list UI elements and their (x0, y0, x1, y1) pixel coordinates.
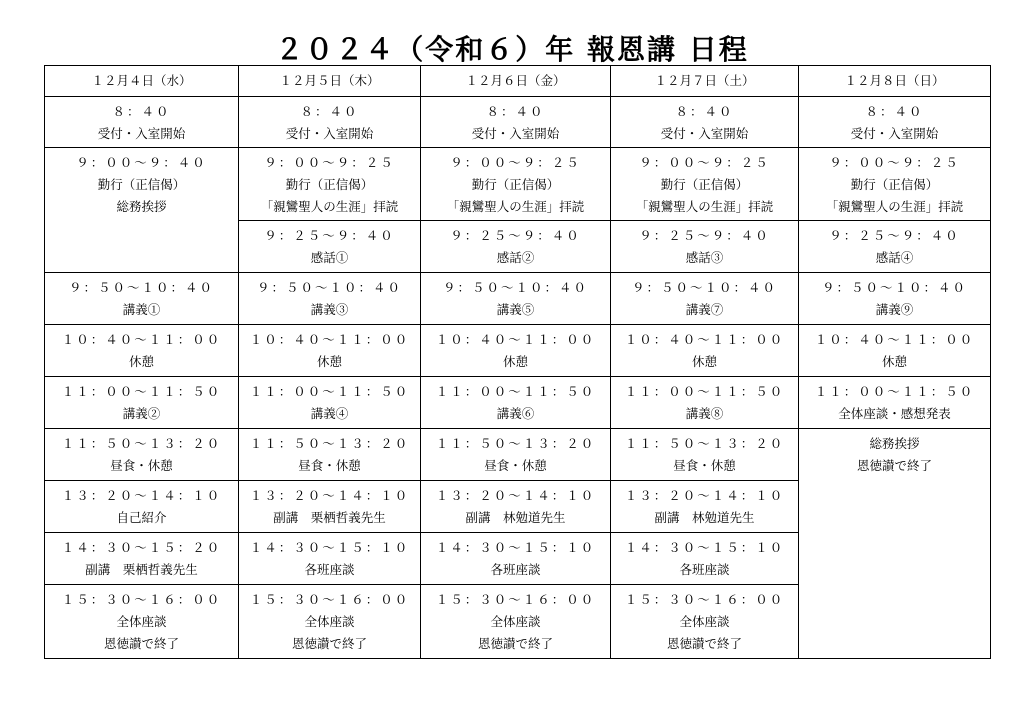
schedule-cell: １０：４０～１１：００ 休憩 (239, 325, 421, 377)
schedule-cell: ９：００～９：２５ 勤行（正信偈） 「親鸞聖人の生涯」拝読 (799, 148, 991, 221)
schedule-cell: １４：３０～１５：１０ 各班座談 (611, 533, 799, 585)
table-row (45, 377, 991, 429)
schedule-cell: ９：２５～９：４０ 感話③ (611, 221, 799, 273)
table-row (45, 429, 991, 481)
day-header: １２月４日（水） (45, 66, 239, 97)
schedule-cell: ９：２５～９：４０ 感話④ (799, 221, 991, 273)
schedule-cell: ８：４０ 受付・入室開始 (45, 97, 239, 148)
schedule-cell: １１：００～１１：５０ 講義④ (239, 377, 421, 429)
schedule-cell: ９：５０～１０：４０ 講義⑤ (421, 273, 611, 325)
schedule-cell: ９：００～９：２５ 勤行（正信偈） 「親鸞聖人の生涯」拝読 (421, 148, 611, 221)
table-row (45, 148, 991, 221)
schedule-cell: １４：３０～１５：１０ 各班座談 (421, 533, 611, 585)
schedule-cell: ９：５０～１０：４０ 講義⑨ (799, 273, 991, 325)
schedule-cell: １１：００～１１：５０ 講義② (45, 377, 239, 429)
schedule-cell: １４：３０～１５：２０ 副講 栗栖哲義先生 (45, 533, 239, 585)
schedule-cell: １０：４０～１１：００ 休憩 (421, 325, 611, 377)
schedule-cell: １１：５０～１３：２０ 昼食・休憩 (45, 429, 239, 481)
schedule-cell: １４：３０～１５：１０ 各班座談 (239, 533, 421, 585)
schedule-cell: ８：４０ 受付・入室開始 (239, 97, 421, 148)
schedule-cell: １５：３０～１６：００ 全体座談 恩徳讃で終了 (611, 585, 799, 659)
table-row (45, 325, 991, 377)
schedule-cell: ８：４０ 受付・入室開始 (611, 97, 799, 148)
day-header: １２月７日（土） (611, 66, 799, 97)
schedule-cell: ９：００～９：２５ 勤行（正信偈） 「親鸞聖人の生涯」拝読 (239, 148, 421, 221)
schedule-cell: １０：４０～１１：００ 休憩 (799, 325, 991, 377)
schedule-cell: １１：５０～１３：２０ 昼食・休憩 (239, 429, 421, 481)
schedule-cell: 総務挨拶 恩徳讃で終了 (799, 429, 991, 659)
schedule-cell: １１：００～１１：５０ 講義⑥ (421, 377, 611, 429)
schedule-cell: １５：３０～１６：００ 全体座談 恩徳讃で終了 (45, 585, 239, 659)
schedule-table (44, 65, 991, 659)
header-row (45, 66, 991, 97)
schedule-cell: ８：４０ 受付・入室開始 (799, 97, 991, 148)
day-header: １２月６日（金） (421, 66, 611, 97)
schedule-cell: １３：２０～１４：１０ 副講 林勉道先生 (611, 481, 799, 533)
schedule-cell: １５：３０～１６：００ 全体座談 恩徳讃で終了 (421, 585, 611, 659)
schedule-cell: １０：４０～１１：００ 休憩 (611, 325, 799, 377)
table-row (45, 273, 991, 325)
schedule-cell: ９：００～９：２５ 勤行（正信偈） 「親鸞聖人の生涯」拝読 (611, 148, 799, 221)
schedule-cell: ９：００～９：４０ 勤行（正信偈） 総務挨拶 (45, 148, 239, 273)
schedule-cell: ９：５０～１０：４０ 講義③ (239, 273, 421, 325)
schedule-cell: １３：２０～１４：１０ 副講 林勉道先生 (421, 481, 611, 533)
schedule-cell: １５：３０～１６：００ 全体座談 恩徳讃で終了 (239, 585, 421, 659)
schedule-cell: １１：００～１１：５０ 講義⑧ (611, 377, 799, 429)
schedule-cell: ９：５０～１０：４０ 講義⑦ (611, 273, 799, 325)
table-row (45, 97, 991, 148)
schedule-cell: ８：４０ 受付・入室開始 (421, 97, 611, 148)
schedule-cell: １３：２０～１４：１０ 副講 栗栖哲義先生 (239, 481, 421, 533)
day-header: １２月８日（日） (799, 66, 991, 97)
schedule-cell: ９：２５～９：４０ 感話② (421, 221, 611, 273)
schedule-cell: １１：５０～１３：２０ 昼食・休憩 (611, 429, 799, 481)
page-title: ２０２４（令和６）年 報恩講 日程 (275, 33, 749, 66)
schedule-cell: １１：００～１１：５０ 全体座談・感想発表 (799, 377, 991, 429)
schedule-cell: １３：２０～１４：１０ 自己紹介 (45, 481, 239, 533)
schedule-cell: ９：５０～１０：４０ 講義① (45, 273, 239, 325)
schedule-cell: １０：４０～１１：００ 休憩 (45, 325, 239, 377)
schedule-cell: ９：２５～９：４０ 感話① (239, 221, 421, 273)
schedule-cell: １１：５０～１３：２０ 昼食・休憩 (421, 429, 611, 481)
day-header: １２月５日（木） (239, 66, 421, 97)
